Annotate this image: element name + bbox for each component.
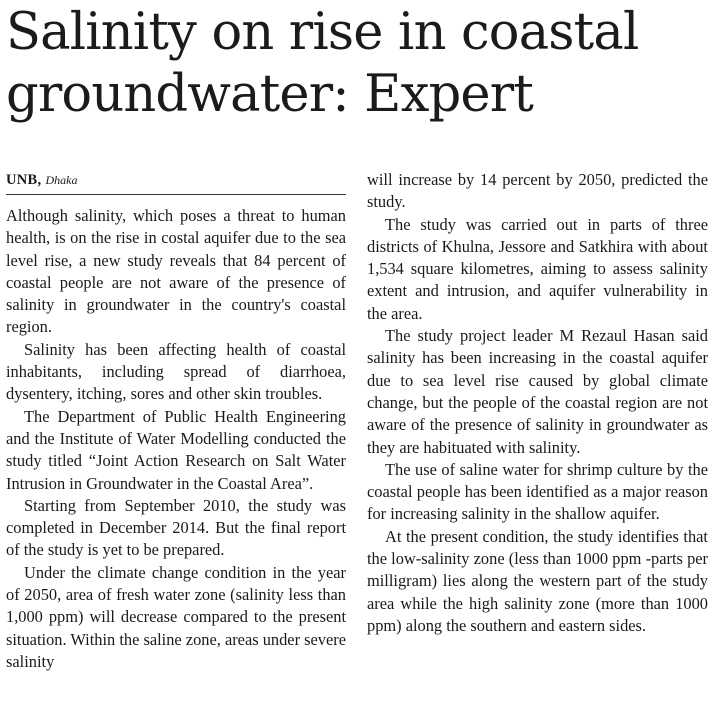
byline	[6, 171, 346, 195]
byline-agency: UNB,	[6, 172, 42, 188]
paragraph: The study project leader M Rezaul Hasan said salinity has been increasing in the coastal aquifer due to sea level rise caused by global climate change, but the people of the coastal region are not aware of the presence of salinity in groundwater as they are habituated with salinity.	[367, 326, 708, 457]
paragraph: The use of saline water for shrimp culture by the coastal people has been identified as a major reason for increasing salinity in the shallow aquifer.	[367, 459, 708, 524]
article-column-1	[6, 205, 346, 673]
paragraph: The study was carried out in parts of three districts of Khulna, Jessore and Satkhira with about 1,534 square kilometres, aiming to assess salinity extent and intrusion, and aquifer vulnerability in the area.	[367, 214, 708, 323]
paragraph: Although salinity, which poses a threat to human health, is on the rise in costal aquifer due to the sea level rise, a new study reveals that 84 percent of coastal people are not aware of the presence of salinity in groundwater in the country's coastal region.	[6, 206, 346, 337]
paragraph: Starting from September 2010, the study was completed in December 2014. But the final report of the study is yet to be prepared.	[6, 495, 346, 560]
paragraph: Salinity has been affecting health of coastal inhabitants, including spread of diarrhoea, dysentery, itching, sores and other skin troubles.	[6, 339, 346, 404]
byline-place: Dhaka	[45, 173, 78, 187]
paragraph: At the present condition, the study identifies that the low-salinity zone (less than 1000 ppm -parts per milligram) lies along the western part of the study area while the high salinity zone (more than 1000 ppm) along the southern and eastern sides.	[367, 526, 708, 635]
paragraph: will increase by 14 percent by 2050, predicted the study.	[367, 170, 708, 212]
headline: Salinity on rise in coastal groundwater: Expert	[6, 3, 639, 124]
paragraph: The Department of Public Health Engineering and the Institute of Water Modelling conducted the study titled “Joint Action Research on Salt Water Intrusion in Groundwater in the Coastal Area”.	[6, 406, 346, 493]
article-column-2	[367, 169, 708, 637]
paragraph: Under the climate change condition in the year of 2050, area of fresh water zone (salinity less than 1,000 ppm) will decrease compared to the present situation. Within the saline zone, areas under severe salinity	[6, 562, 346, 671]
